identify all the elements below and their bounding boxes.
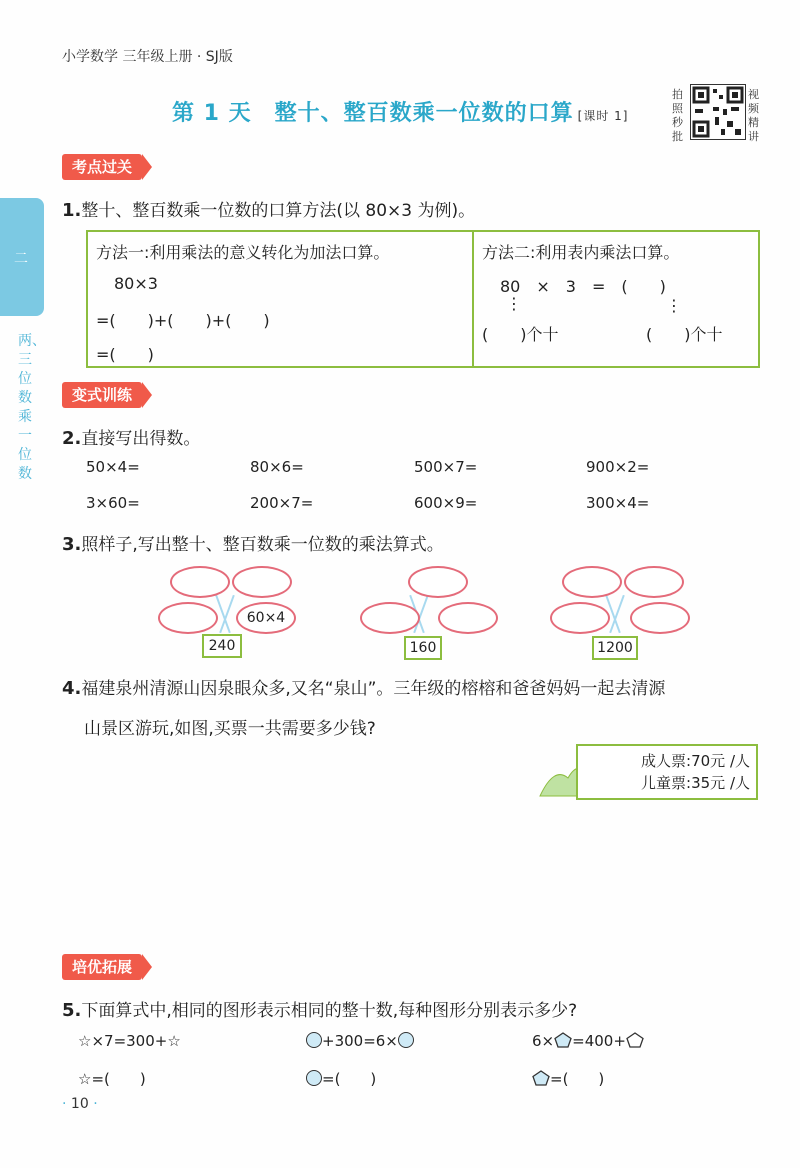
page-title bbox=[172, 96, 628, 127]
star-icon: ☆ bbox=[78, 1070, 92, 1088]
balloon-blank[interactable] bbox=[232, 566, 292, 598]
q2-prompt bbox=[62, 424, 200, 449]
pentagon-icon bbox=[626, 1032, 644, 1048]
q1-number: 1. bbox=[62, 200, 82, 221]
oral-item[interactable]: 80×6= bbox=[250, 458, 304, 476]
answer-blank[interactable]: =( ) bbox=[322, 1070, 377, 1088]
balloon-blank[interactable] bbox=[562, 566, 622, 598]
circle-icon bbox=[306, 1032, 322, 1048]
section-bianshi: 变式训练 bbox=[62, 382, 142, 408]
answer-circle[interactable] bbox=[306, 1068, 376, 1089]
q1-prompt bbox=[62, 196, 475, 221]
pentagon-icon bbox=[532, 1070, 550, 1086]
equation-star bbox=[78, 1032, 181, 1050]
lesson-label: [课时 1] bbox=[577, 109, 629, 123]
q4-text-line2: 山景区游玩,如图,买票一共需要多少钱? bbox=[84, 719, 376, 739]
answer-blank[interactable]: =( ) bbox=[550, 1070, 605, 1088]
methods-divider bbox=[472, 232, 474, 366]
oral-item[interactable]: 3×60= bbox=[86, 494, 140, 512]
method2-title: 方法二:利用表内乘法口算。 bbox=[482, 243, 680, 262]
circle-icon bbox=[306, 1070, 322, 1086]
qr-right-label: 视频精讲 bbox=[748, 88, 759, 143]
method1-line2[interactable]: =( )+( )+( ) bbox=[96, 311, 270, 330]
oral-item[interactable]: 300×4= bbox=[586, 494, 650, 512]
method1-line1: 80×3 bbox=[114, 274, 158, 293]
oral-item[interactable]: 50×4= bbox=[86, 458, 140, 476]
q3-prompt bbox=[62, 530, 444, 555]
oral-item[interactable]: 600×9= bbox=[414, 494, 478, 512]
balloon-blank[interactable] bbox=[550, 602, 610, 634]
balloon-blank[interactable] bbox=[624, 566, 684, 598]
adult-price: 成人票:70元 /人 bbox=[641, 752, 750, 770]
q5-prompt bbox=[62, 996, 577, 1021]
pentagon-icon bbox=[554, 1032, 572, 1048]
balloon-example: 60×4 bbox=[236, 602, 296, 634]
equation-circle bbox=[306, 1032, 414, 1050]
balloon-blank[interactable] bbox=[630, 602, 690, 634]
eq3-text-a: 6× bbox=[532, 1032, 555, 1050]
qr-left-label: 拍照秒批 bbox=[672, 88, 683, 143]
balloon-blank[interactable] bbox=[408, 566, 468, 598]
child-price: 儿童票:35元 /人 bbox=[641, 774, 750, 792]
method2-dots-left: ⋮ bbox=[506, 294, 522, 313]
q4-prompt bbox=[62, 674, 665, 699]
eq2-text: +300=6× bbox=[322, 1032, 398, 1050]
ticket-price-box bbox=[576, 744, 758, 800]
balloon-blank[interactable] bbox=[170, 566, 230, 598]
balloon-blank[interactable] bbox=[158, 602, 218, 634]
method2-right-blank[interactable]: ( )个十 bbox=[646, 325, 723, 344]
q3-number: 3. bbox=[62, 534, 82, 555]
chapter-title: 两、三位数乘一位数 bbox=[18, 333, 46, 482]
answer-blank[interactable]: =( ) bbox=[91, 1070, 146, 1088]
answer-pentagon[interactable] bbox=[532, 1068, 604, 1089]
eq3-text-b: =400+ bbox=[572, 1032, 626, 1050]
q2-number: 2. bbox=[62, 428, 82, 449]
oral-item[interactable]: 200×7= bbox=[250, 494, 314, 512]
q2-text: 直接写出得数。 bbox=[81, 429, 201, 449]
method2-left-blank[interactable]: ( )个十 bbox=[482, 325, 559, 344]
star-icon: ☆ bbox=[167, 1032, 181, 1050]
result-box: 240 bbox=[202, 634, 242, 658]
book-header: 小学数学 三年级上册 · SJ版 bbox=[62, 49, 233, 65]
page-number-value: 10 bbox=[70, 1096, 89, 1112]
q3-text: 照样子,写出整十、整百数乘一位数的乘法算式。 bbox=[81, 535, 444, 555]
circle-icon bbox=[398, 1032, 414, 1048]
method2-expr[interactable]: 80 × 3 = ( ) bbox=[500, 277, 666, 296]
q4-number: 4. bbox=[62, 678, 82, 699]
q5-text: 下面算式中,相同的图形表示相同的整十数,每种图形分别表示多少? bbox=[81, 1001, 578, 1021]
section-kaodian: 考点过关 bbox=[62, 154, 142, 180]
q1-text: 整十、整百数乘一位数的口算方法(以 80×3 为例)。 bbox=[81, 201, 476, 221]
star-icon: ☆ bbox=[78, 1032, 92, 1050]
method1-title: 方法一:利用乘法的意义转化为加法口算。 bbox=[96, 243, 390, 262]
result-box: 160 bbox=[404, 636, 442, 660]
page-number: · 10 · bbox=[62, 1096, 98, 1112]
oral-item[interactable]: 900×2= bbox=[586, 458, 650, 476]
method2-dots-right: ⋮ bbox=[666, 296, 682, 315]
balloon-blank[interactable] bbox=[438, 602, 498, 634]
q4-text-line1: 福建泉州清源山因泉眼众多,又名“泉山”。三年级的榕榕和爸爸妈妈一起去清源 bbox=[81, 679, 666, 699]
method1-line3[interactable]: =( ) bbox=[96, 345, 154, 364]
section-peiyou: 培优拓展 bbox=[62, 954, 142, 980]
qr-code-icon bbox=[691, 85, 745, 139]
answer-star[interactable] bbox=[78, 1068, 146, 1089]
eq1-text: ×7=300+ bbox=[91, 1032, 168, 1050]
chapter-tab-label: 二 bbox=[14, 251, 28, 267]
balloon-blank[interactable] bbox=[360, 602, 420, 634]
methods-table bbox=[86, 230, 760, 368]
result-box: 1200 bbox=[592, 636, 638, 660]
title-main: 第 1 天 整十、整百数乘一位数的口算 bbox=[172, 101, 574, 126]
oral-item[interactable]: 500×7= bbox=[414, 458, 478, 476]
q5-number: 5. bbox=[62, 1000, 82, 1021]
qr-code[interactable] bbox=[690, 84, 746, 140]
equation-pentagon bbox=[532, 1032, 644, 1050]
